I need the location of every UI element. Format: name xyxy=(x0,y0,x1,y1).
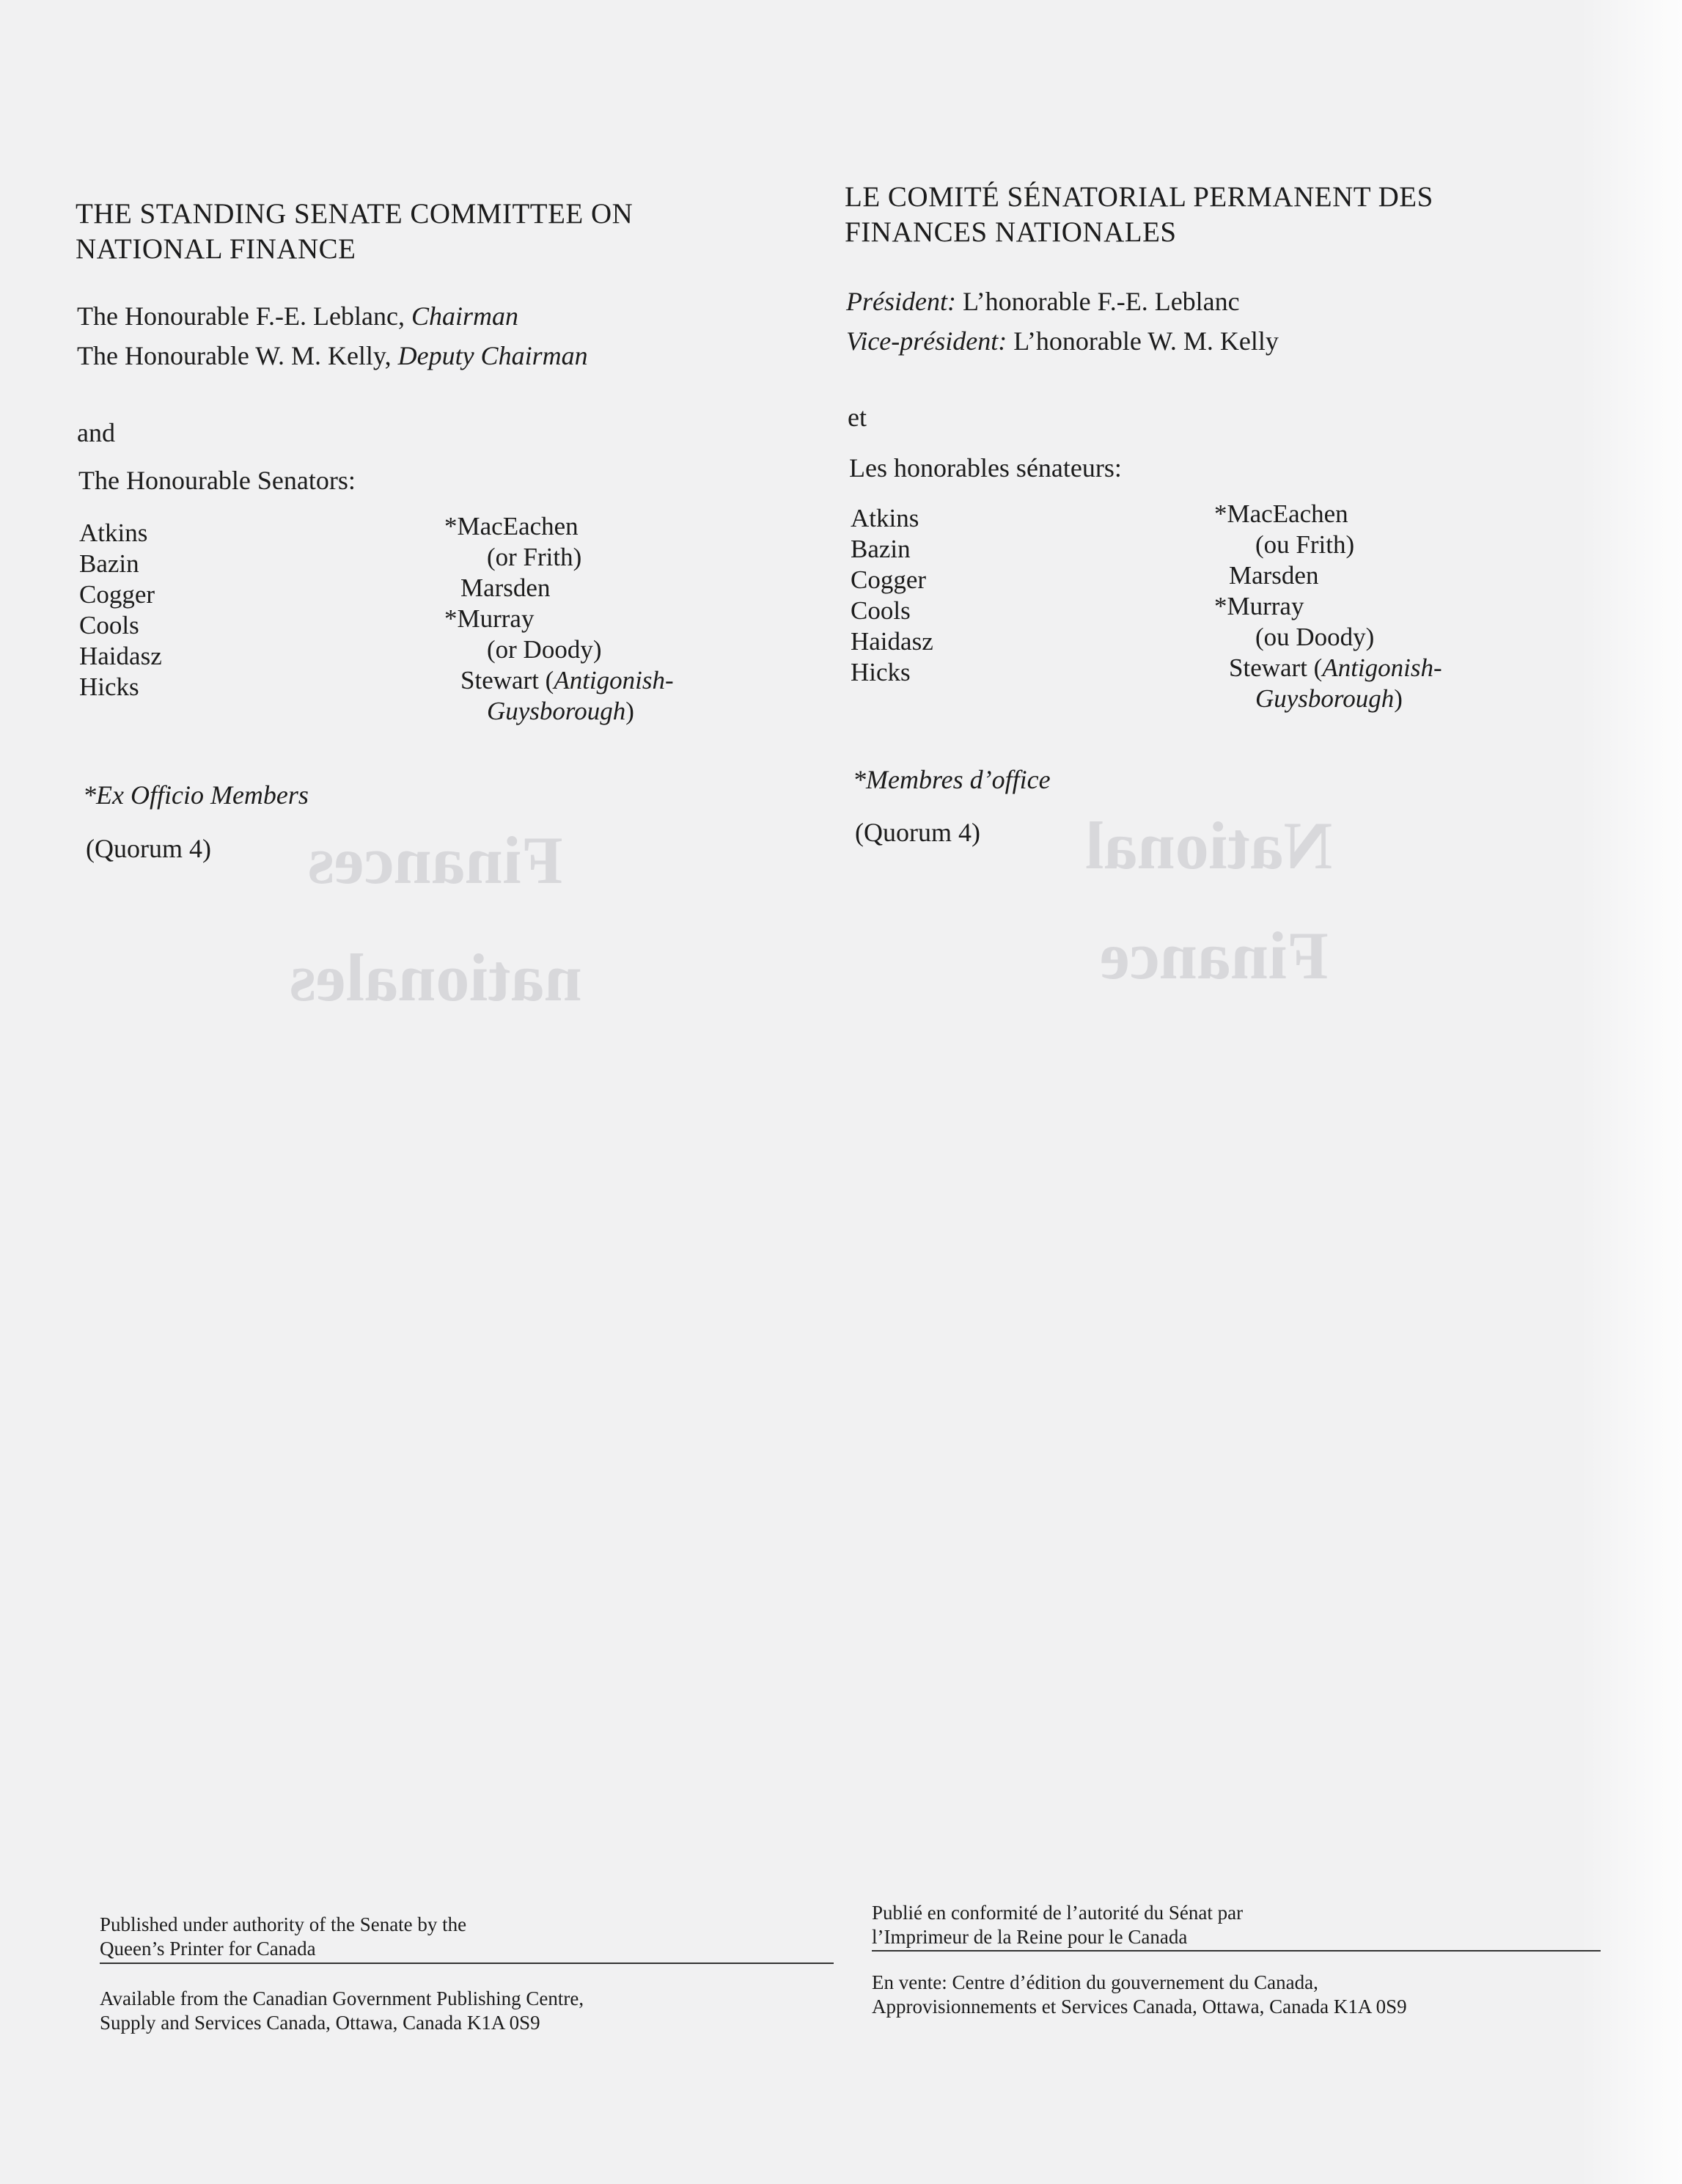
english-senator-item: Cogger xyxy=(79,580,155,609)
french-senator-alt: (ou Doody) xyxy=(1255,623,1375,651)
english-senator-item xyxy=(444,665,674,696)
french-committee-title xyxy=(845,180,1622,250)
french-deputy-name: L’honorable W. M. Kelly xyxy=(1007,326,1279,356)
english-title-line-1: THE STANDING SENATE COMMITTEE ON xyxy=(76,198,633,230)
french-senator-item: Haidasz xyxy=(851,627,933,656)
show-through-finances: Finances xyxy=(308,823,563,898)
english-chair-role: Chairman xyxy=(411,301,518,331)
french-senator-item xyxy=(1214,684,1442,714)
english-senator-item: Hicks xyxy=(79,673,139,701)
french-title-line-2: FINANCES NATIONALES xyxy=(845,216,1177,248)
english-senator-alt: (or Frith) xyxy=(487,543,582,571)
english-chair-line xyxy=(77,296,518,336)
english-footer-rule xyxy=(100,1963,834,1964)
french-senators-left-list xyxy=(851,503,933,688)
french-senator-item xyxy=(1214,653,1442,684)
french-quorum: (Quorum 4) xyxy=(855,818,980,847)
english-senator-item: Bazin xyxy=(79,549,139,578)
french-deputy-role: Vice-président: xyxy=(846,326,1007,356)
french-published-note xyxy=(872,1901,1243,1949)
english-title-line-2: NATIONAL FINANCE xyxy=(76,233,356,265)
french-available-line-2: Approvisionnements et Services Canada, Ottawa, Canada K1A 0S9 xyxy=(872,1996,1407,2018)
english-senator-item: *MacEachen xyxy=(444,512,579,540)
french-availability-note xyxy=(872,1971,1407,2019)
french-senator-item: Hicks xyxy=(851,658,911,686)
show-through-nationales: nationales xyxy=(290,940,582,1015)
english-published-note xyxy=(100,1913,466,1961)
show-through-national: National xyxy=(1085,808,1333,883)
english-availability-note xyxy=(100,1987,584,2035)
english-senators-heading: The Honourable Senators: xyxy=(78,466,356,495)
english-stewart-riding-cont: Guysborough xyxy=(487,697,626,725)
french-senator-item: *Murray xyxy=(1214,592,1304,620)
english-senator-alt: (or Doody) xyxy=(487,635,602,664)
english-available-line-2: Supply and Services Canada, Ottawa, Canada K1A 0S9 xyxy=(100,2012,540,2034)
english-senator-item: Cools xyxy=(79,611,139,640)
english-committee-title xyxy=(76,197,809,267)
english-deputy-role: Deputy Chairman xyxy=(397,341,588,370)
english-senators-left-list xyxy=(79,518,162,703)
french-stewart-riding: Antigonish- xyxy=(1322,653,1442,682)
english-senator-item: *Murray xyxy=(444,604,535,633)
french-published-line-1: Publié en conformité de l’autorité du Sénat par xyxy=(872,1902,1244,1924)
english-senator-item: Marsden xyxy=(460,574,551,602)
french-published-line-2: l’Imprimeur de la Reine pour le Canada xyxy=(872,1926,1188,1948)
french-deputy-line xyxy=(846,321,1279,361)
french-stewart-name: Stewart ( xyxy=(1229,653,1323,682)
french-senator-item: Cools xyxy=(851,596,911,625)
english-stewart-name: Stewart ( xyxy=(460,666,554,695)
english-quorum: (Quorum 4) xyxy=(86,834,211,863)
page-edge-shade xyxy=(1579,0,1682,2184)
english-published-line-2: Queen’s Printer for Canada xyxy=(100,1938,316,1960)
english-stewart-close: ) xyxy=(625,697,634,725)
english-published-line-1: Published under authority of the Senate by the xyxy=(100,1913,467,1935)
french-senators-heading: Les honorables sénateurs: xyxy=(849,453,1122,483)
french-senator-item: Bazin xyxy=(851,535,911,563)
show-through-finance: Finance xyxy=(1100,918,1329,993)
french-available-line-1: En vente: Centre d’édition du gouvernement du Canada, xyxy=(872,1971,1318,1993)
french-column xyxy=(845,180,1622,250)
english-deputy-line xyxy=(77,336,588,375)
english-deputy-name: The Honourable W. M. Kelly, xyxy=(77,341,398,370)
english-chair-name: The Honourable F.-E. Leblanc, xyxy=(77,301,411,331)
french-stewart-riding-cont: Guysborough xyxy=(1255,684,1395,713)
french-senator-item: Marsden xyxy=(1229,561,1319,590)
french-ex-officio-note: *Membres d’office xyxy=(853,765,1051,794)
french-title-line-1: LE COMITÉ SÉNATORIAL PERMANENT DES xyxy=(845,181,1433,213)
french-senator-item: Atkins xyxy=(851,504,919,532)
english-senators-right-list xyxy=(444,511,674,727)
english-senator-item xyxy=(444,696,674,727)
french-senators-right-list xyxy=(1214,499,1442,714)
french-and: et xyxy=(848,403,867,432)
english-column xyxy=(76,197,809,267)
french-senator-item: *MacEachen xyxy=(1214,499,1348,528)
english-ex-officio-note: *Ex Officio Members xyxy=(83,780,309,810)
french-footer-rule xyxy=(872,1950,1601,1952)
english-senator-item: Haidasz xyxy=(79,642,162,670)
english-and: and xyxy=(77,418,115,447)
french-chair-name: L’honorable F.-E. Leblanc xyxy=(955,287,1240,316)
french-senator-item: Cogger xyxy=(851,565,927,594)
french-stewart-close: ) xyxy=(1394,684,1403,713)
english-senator-item: Atkins xyxy=(79,518,148,547)
french-senator-alt: (ou Frith) xyxy=(1255,530,1355,559)
french-chair-line xyxy=(846,282,1240,321)
english-available-line-1: Available from the Canadian Government Publishing Centre, xyxy=(100,1987,584,2009)
french-chair-role: Président: xyxy=(846,287,956,316)
english-stewart-riding: Antigonish- xyxy=(554,666,674,695)
